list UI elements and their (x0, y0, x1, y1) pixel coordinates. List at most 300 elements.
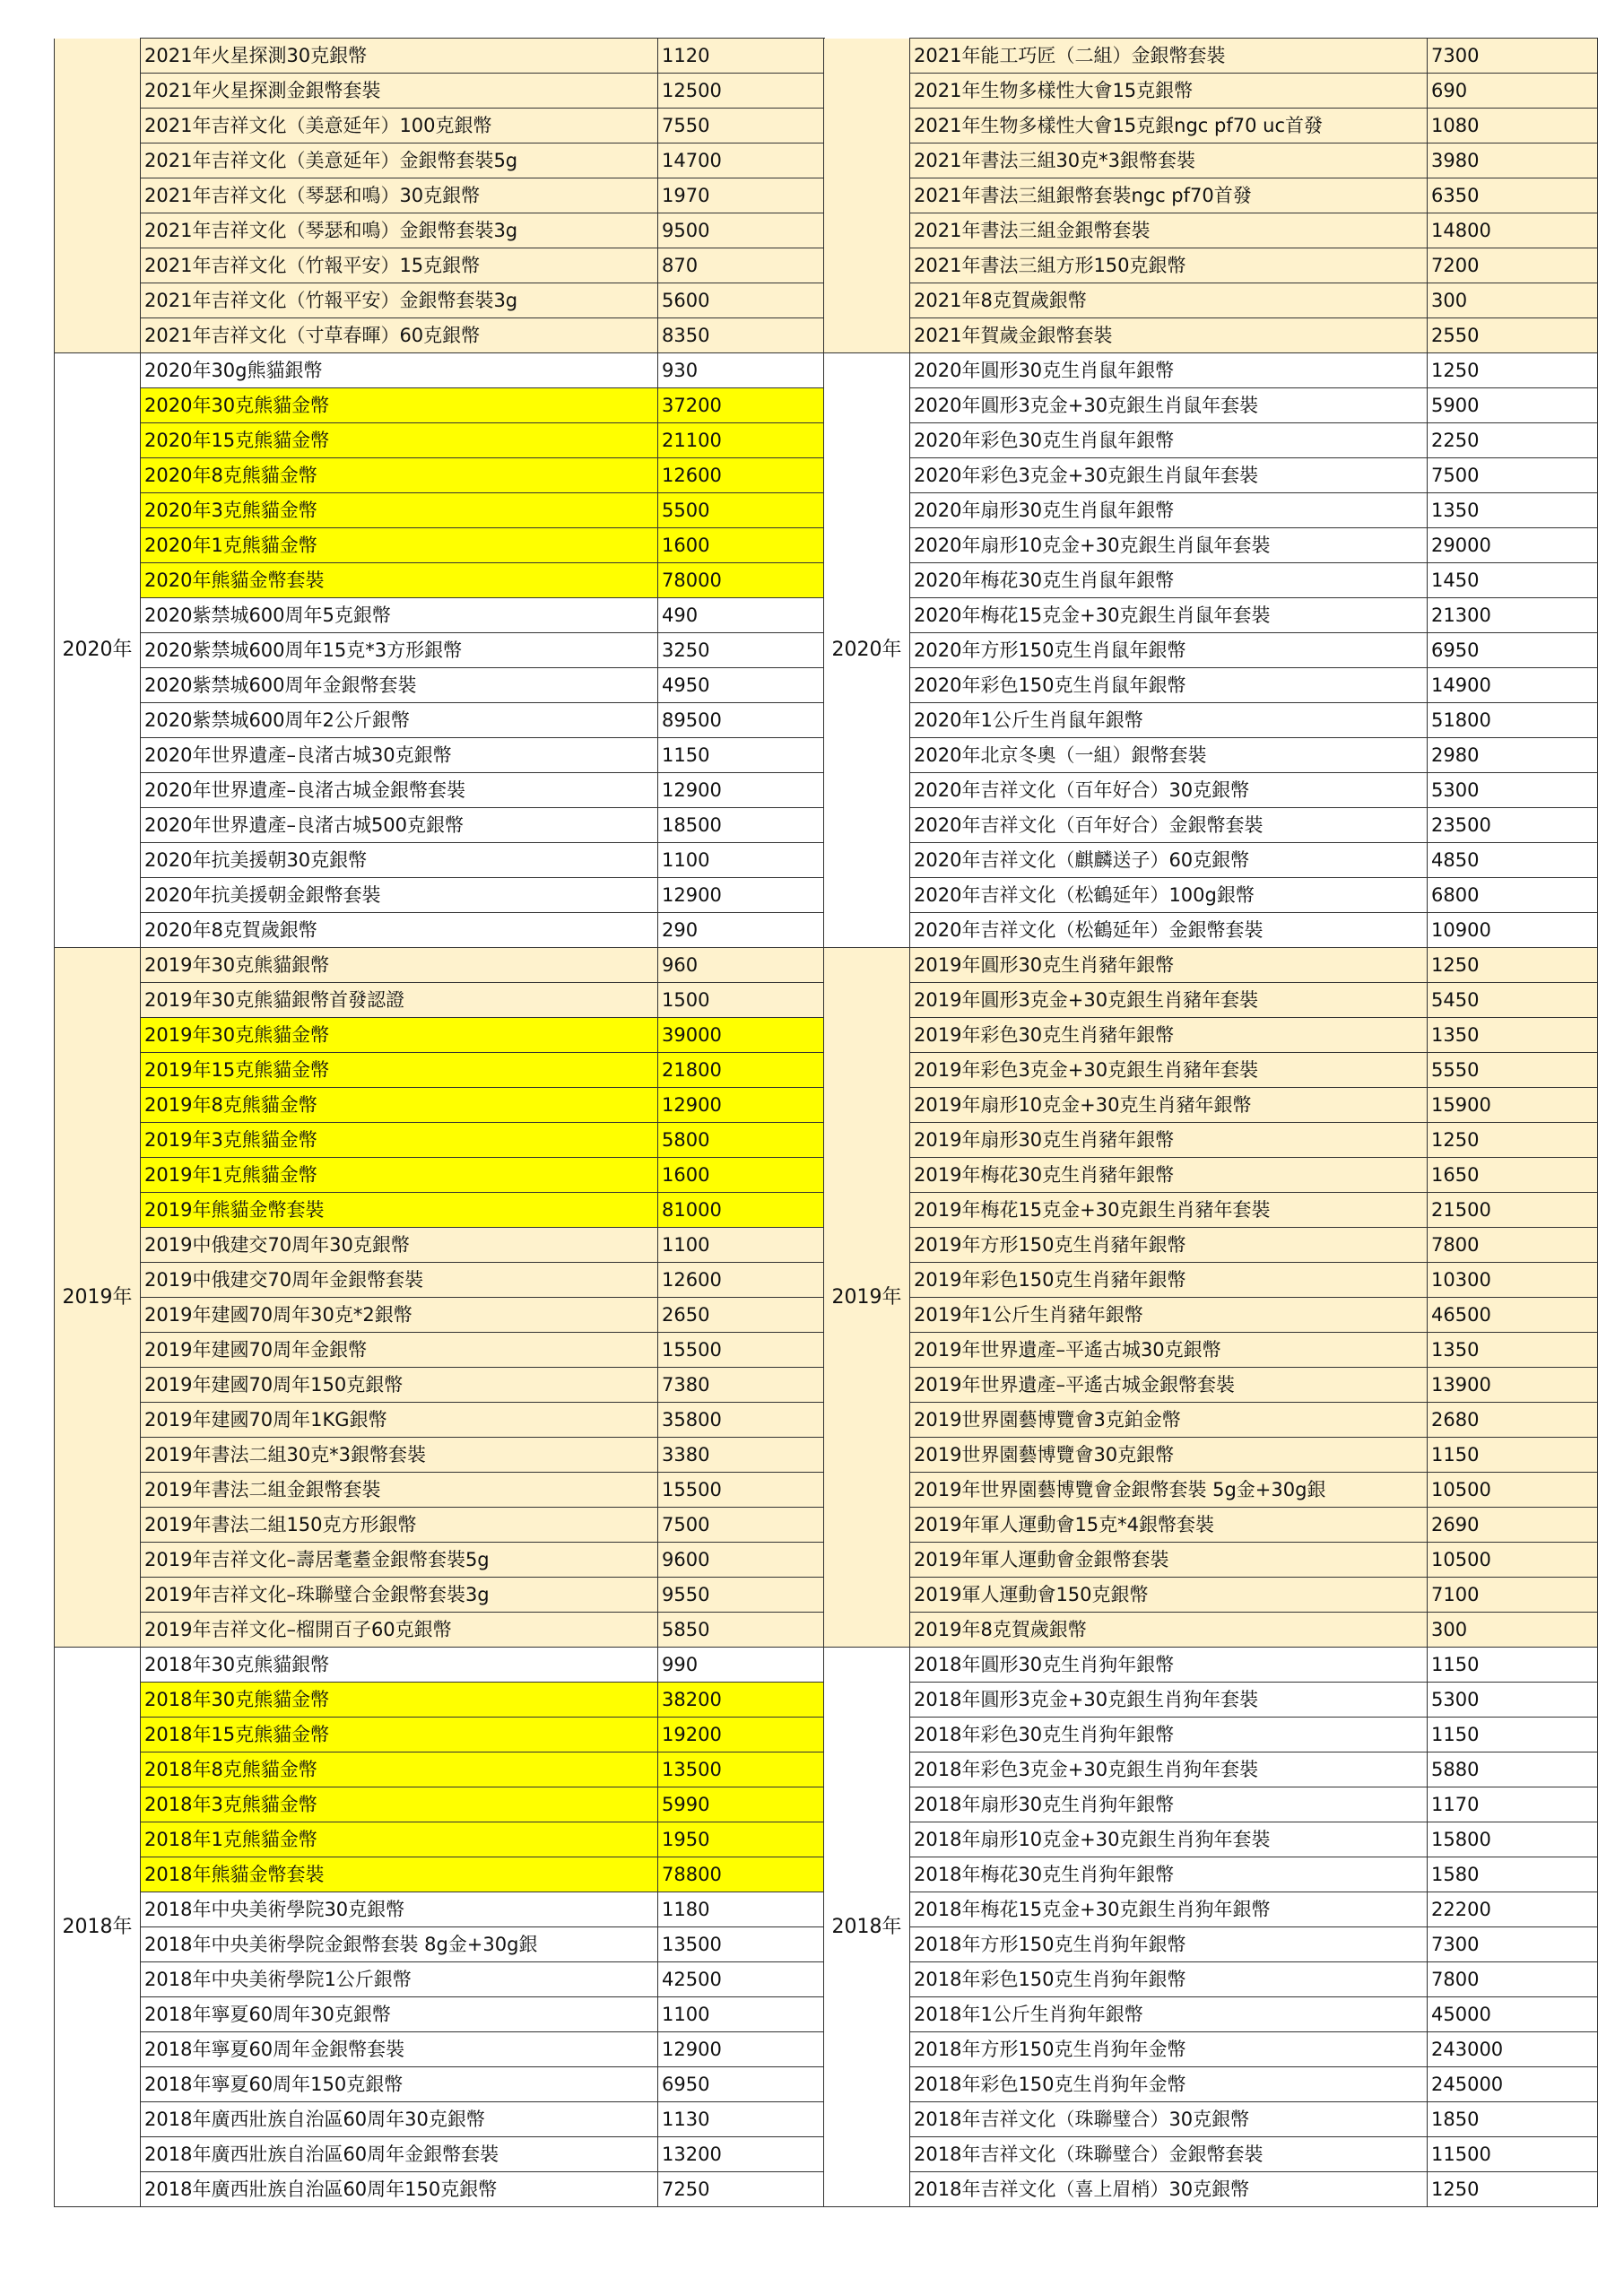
coin-price-cell: 13500 (658, 1752, 825, 1787)
coin-price-cell: 5500 (658, 493, 825, 528)
table-row (55, 1648, 825, 1683)
table-row (55, 1193, 825, 1228)
coin-price-cell: 23500 (1428, 808, 1598, 843)
coin-price-cell: 21800 (658, 1053, 825, 1088)
table-row (55, 773, 825, 808)
table-row (55, 74, 825, 109)
coin-name-cell: 2020紫禁城600周年金銀幣套裝 (141, 668, 658, 703)
coin-price-cell: 1170 (1428, 1787, 1598, 1822)
table-row (824, 144, 1598, 178)
coin-name-cell: 2020紫禁城600周年15克*3方形銀幣 (141, 633, 658, 668)
table-row (55, 1123, 825, 1158)
coin-price-cell: 870 (658, 248, 825, 283)
year-cell: 2019年 (55, 948, 141, 1648)
coin-name-cell: 2018年1公斤生肖狗年銀幣 (910, 1997, 1428, 2032)
coin-name-cell: 2020年3克熊貓金幣 (141, 493, 658, 528)
coin-price-cell: 2980 (1428, 738, 1598, 773)
coin-name-cell: 2018年梅花15克金+30克銀生肖狗年銀幣 (910, 1892, 1428, 1927)
table-row (55, 2102, 825, 2137)
table-row (824, 283, 1598, 318)
coin-name-cell: 2019年30克熊貓銀幣首發認證 (141, 983, 658, 1018)
year-cell: 2020年 (55, 353, 141, 948)
coin-name-cell: 2019世界園藝博覽會30克銀幣 (910, 1438, 1428, 1473)
coin-price-cell: 5990 (658, 1787, 825, 1822)
year-cell: 2020年 (824, 353, 910, 948)
coin-name-cell: 2019年1公斤生肖豬年銀幣 (910, 1298, 1428, 1333)
coin-name-cell: 2020年梅花15克金+30克銀生肖鼠年套裝 (910, 598, 1428, 633)
coin-price-cell: 1150 (1428, 1718, 1598, 1752)
right-table (823, 38, 1598, 2207)
coin-price-cell: 15500 (658, 1473, 825, 1508)
table-row (55, 1543, 825, 1578)
coin-name-cell: 2020年吉祥文化（百年好合）30克銀幣 (910, 773, 1428, 808)
coin-name-cell: 2020年扇形30克生肖鼠年銀幣 (910, 493, 1428, 528)
table-row (824, 353, 1598, 388)
table-row (55, 1683, 825, 1718)
coin-price-cell: 19200 (658, 1718, 825, 1752)
table-row (824, 1403, 1598, 1438)
table-row (824, 1333, 1598, 1368)
coin-price-cell: 1500 (658, 983, 825, 1018)
coin-price-cell: 12900 (658, 773, 825, 808)
coin-price-cell: 1250 (1428, 353, 1598, 388)
coin-price-cell: 78800 (658, 1857, 825, 1892)
coin-price-cell: 10300 (1428, 1263, 1598, 1298)
coin-price-cell: 7550 (658, 109, 825, 144)
table-row (824, 1018, 1598, 1053)
coin-price-cell: 15900 (1428, 1088, 1598, 1123)
table-row (55, 2137, 825, 2172)
table-row (55, 948, 825, 983)
coin-name-cell: 2019年軍人運動會金銀幣套裝 (910, 1543, 1428, 1578)
coin-name-cell: 2019年30克熊貓銀幣 (141, 948, 658, 983)
coin-name-cell: 2019年世界園藝博覽會金銀幣套裝 5g金+30g銀 (910, 1473, 1428, 1508)
table-row (824, 528, 1598, 563)
table-row (824, 563, 1598, 598)
coin-name-cell: 2018年梅花30克生肖狗年銀幣 (910, 1857, 1428, 1892)
coin-price-cell: 8350 (658, 318, 825, 353)
coin-name-cell: 2018年彩色3克金+30克銀生肖狗年套裝 (910, 1752, 1428, 1787)
coin-name-cell: 2020年熊貓金幣套裝 (141, 563, 658, 598)
coin-name-cell: 2020年彩色150克生肖鼠年銀幣 (910, 668, 1428, 703)
table-row (55, 2172, 825, 2207)
coin-name-cell: 2018年中央美術學院1公斤銀幣 (141, 1962, 658, 1997)
right-price-table (823, 38, 1598, 2207)
table-row (55, 178, 825, 213)
table-row (55, 1718, 825, 1752)
coin-price-cell: 4950 (658, 668, 825, 703)
table-row (55, 878, 825, 913)
table-row (824, 1962, 1598, 1997)
coin-name-cell: 2020年吉祥文化（松鶴延年）金銀幣套裝 (910, 913, 1428, 948)
coin-name-cell: 2019年世界遺產–平遙古城30克銀幣 (910, 1333, 1428, 1368)
coin-price-cell: 1100 (658, 1997, 825, 2032)
table-row (55, 983, 825, 1018)
coin-price-cell: 1950 (658, 1822, 825, 1857)
coin-price-cell: 14900 (1428, 668, 1598, 703)
coin-name-cell: 2020年吉祥文化（松鶴延年）100g銀幣 (910, 878, 1428, 913)
coin-price-cell: 12900 (658, 878, 825, 913)
table-row (55, 458, 825, 493)
table-row (824, 1997, 1598, 2032)
coin-price-cell: 12500 (658, 74, 825, 109)
table-row (824, 1228, 1598, 1263)
coin-name-cell: 2019年建國70周年金銀幣 (141, 1333, 658, 1368)
table-row (55, 913, 825, 948)
coin-price-cell: 2550 (1428, 318, 1598, 353)
table-row (55, 213, 825, 248)
table-row (55, 528, 825, 563)
coin-price-cell: 42500 (658, 1962, 825, 1997)
table-row (55, 563, 825, 598)
coin-name-cell: 2020年方形150克生肖鼠年銀幣 (910, 633, 1428, 668)
table-row (824, 1718, 1598, 1752)
coin-name-cell: 2018年8克熊貓金幣 (141, 1752, 658, 1787)
coin-name-cell: 2019年8克熊貓金幣 (141, 1088, 658, 1123)
coin-name-cell: 2021年吉祥文化（寸草春暉）60克銀幣 (141, 318, 658, 353)
coin-name-cell: 2019年吉祥文化–壽居耄耋金銀幣套裝5g (141, 1543, 658, 1578)
coin-price-cell: 1250 (1428, 2172, 1598, 2207)
left-price-table (54, 38, 825, 2207)
coin-price-cell: 1600 (658, 528, 825, 563)
coin-price-cell: 1100 (658, 843, 825, 878)
coin-price-cell: 490 (658, 598, 825, 633)
coin-name-cell: 2018年1克熊貓金幣 (141, 1822, 658, 1857)
coin-price-cell: 5850 (658, 1613, 825, 1648)
table-row (824, 493, 1598, 528)
coin-name-cell: 2020年抗美援朝30克銀幣 (141, 843, 658, 878)
coin-name-cell: 2019軍人運動會150克銀幣 (910, 1578, 1428, 1613)
coin-name-cell: 2019年梅花30克生肖豬年銀幣 (910, 1158, 1428, 1193)
coin-price-cell: 1130 (658, 2102, 825, 2137)
coin-price-cell: 2250 (1428, 423, 1598, 458)
coin-name-cell: 2019年書法二組金銀幣套裝 (141, 1473, 658, 1508)
coin-price-cell: 7100 (1428, 1578, 1598, 1613)
coin-price-cell: 15500 (658, 1333, 825, 1368)
coin-price-cell: 7300 (1428, 1927, 1598, 1962)
coin-name-cell: 2018年圓形3克金+30克銀生肖狗年套裝 (910, 1683, 1428, 1718)
coin-price-cell: 9600 (658, 1543, 825, 1578)
table-row (824, 2172, 1598, 2207)
coin-name-cell: 2021年吉祥文化（美意延年）100克銀幣 (141, 109, 658, 144)
coin-name-cell: 2020紫禁城600周年5克銀幣 (141, 598, 658, 633)
table-row (824, 1508, 1598, 1543)
coin-price-cell: 81000 (658, 1193, 825, 1228)
coin-price-cell: 14700 (658, 144, 825, 178)
coin-name-cell: 2020年彩色3克金+30克銀生肖鼠年套裝 (910, 458, 1428, 493)
coin-name-cell: 2021年火星探測金銀幣套裝 (141, 74, 658, 109)
table-row (55, 1228, 825, 1263)
coin-price-cell: 5450 (1428, 983, 1598, 1018)
year-cell: 2018年 (824, 1648, 910, 2207)
table-row (55, 283, 825, 318)
coin-name-cell: 2020年8克賀歲銀幣 (141, 913, 658, 948)
coin-name-cell: 2019年世界遺產–平遙古城金銀幣套裝 (910, 1368, 1428, 1403)
coin-name-cell: 2021年生物多樣性大會15克銀ngc pf70 uc首發 (910, 109, 1428, 144)
table-row (55, 1053, 825, 1088)
coin-price-cell: 11500 (1428, 2137, 1598, 2172)
coin-name-cell: 2019年熊貓金幣套裝 (141, 1193, 658, 1228)
coin-name-cell: 2019年彩色150克生肖豬年銀幣 (910, 1263, 1428, 1298)
coin-name-cell: 2020年彩色30克生肖鼠年銀幣 (910, 423, 1428, 458)
coin-name-cell: 2018年圓形30克生肖狗年銀幣 (910, 1648, 1428, 1683)
table-row (824, 843, 1598, 878)
table-row (55, 1368, 825, 1403)
table-row (824, 1683, 1598, 1718)
coin-name-cell: 2019年扇形30克生肖豬年銀幣 (910, 1123, 1428, 1158)
coin-price-cell: 39000 (658, 1018, 825, 1053)
year-cell: 2019年 (824, 948, 910, 1648)
coin-price-cell: 10500 (1428, 1543, 1598, 1578)
coin-price-cell: 2690 (1428, 1508, 1598, 1543)
table-row (55, 1787, 825, 1822)
coin-price-cell: 5880 (1428, 1752, 1598, 1787)
table-row (824, 1578, 1598, 1613)
table-row (824, 109, 1598, 144)
table-row (55, 633, 825, 668)
coin-price-cell: 89500 (658, 703, 825, 738)
coin-price-cell: 21500 (1428, 1193, 1598, 1228)
table-row (824, 1543, 1598, 1578)
year-cell (824, 39, 910, 353)
coin-price-cell: 10500 (1428, 1473, 1598, 1508)
coin-price-cell: 51800 (1428, 703, 1598, 738)
coin-price-cell: 22200 (1428, 1892, 1598, 1927)
table-row (55, 1473, 825, 1508)
coin-name-cell: 2019年方形150克生肖豬年銀幣 (910, 1228, 1428, 1263)
coin-price-cell: 10900 (1428, 913, 1598, 948)
coin-name-cell: 2018年扇形30克生肖狗年銀幣 (910, 1787, 1428, 1822)
table-row (55, 109, 825, 144)
coin-price-cell: 990 (658, 1648, 825, 1683)
coin-price-cell: 1450 (1428, 563, 1598, 598)
coin-name-cell: 2019中俄建交70周年金銀幣套裝 (141, 1263, 658, 1298)
coin-price-cell: 2650 (658, 1298, 825, 1333)
coin-name-cell: 2020年吉祥文化（麒麟送子）60克銀幣 (910, 843, 1428, 878)
table-row (824, 74, 1598, 109)
table-row (55, 1857, 825, 1892)
coin-name-cell: 2019年1克熊貓金幣 (141, 1158, 658, 1193)
coin-name-cell: 2018年吉祥文化（珠聯璧合）金銀幣套裝 (910, 2137, 1428, 2172)
coin-name-cell: 2018年彩色150克生肖狗年金幣 (910, 2067, 1428, 2102)
coin-price-cell: 1100 (658, 1228, 825, 1263)
coin-name-cell: 2018年方形150克生肖狗年金幣 (910, 2032, 1428, 2067)
table-row (55, 808, 825, 843)
table-row (824, 458, 1598, 493)
table-row (55, 1822, 825, 1857)
table-row (824, 1787, 1598, 1822)
coin-price-cell: 12600 (658, 1263, 825, 1298)
coin-name-cell: 2018年30克熊貓金幣 (141, 1683, 658, 1718)
coin-price-cell: 4850 (1428, 843, 1598, 878)
coin-name-cell: 2018年吉祥文化（珠聯璧合）30克銀幣 (910, 2102, 1428, 2137)
coin-name-cell: 2019年軍人運動會15克*4銀幣套裝 (910, 1508, 1428, 1543)
coin-price-cell: 1250 (1428, 1123, 1598, 1158)
coin-price-cell: 1180 (658, 1892, 825, 1927)
coin-name-cell: 2019中俄建交70周年30克銀幣 (141, 1228, 658, 1263)
coin-price-cell: 930 (658, 353, 825, 388)
table-row (824, 2032, 1598, 2067)
coin-name-cell: 2019年8克賀歲銀幣 (910, 1613, 1428, 1648)
coin-price-cell: 18500 (658, 808, 825, 843)
coin-name-cell: 2019年圓形3克金+30克銀生肖豬年套裝 (910, 983, 1428, 1018)
coin-name-cell: 2020年吉祥文化（百年好合）金銀幣套裝 (910, 808, 1428, 843)
coin-price-cell: 13500 (658, 1927, 825, 1962)
coin-name-cell: 2019年書法二組30克*3銀幣套裝 (141, 1438, 658, 1473)
coin-name-cell: 2019年建國70周年30克*2銀幣 (141, 1298, 658, 1333)
table-row (824, 703, 1598, 738)
coin-name-cell: 2021年吉祥文化（琴瑟和鳴）30克銀幣 (141, 178, 658, 213)
table-row (55, 1333, 825, 1368)
coin-name-cell: 2019年彩色3克金+30克銀生肖豬年套裝 (910, 1053, 1428, 1088)
table-row (55, 1158, 825, 1193)
coin-name-cell: 2019年彩色30克生肖豬年銀幣 (910, 1018, 1428, 1053)
table-row (824, 1123, 1598, 1158)
coin-price-cell: 6350 (1428, 178, 1598, 213)
coin-name-cell: 2020年北京冬奧（一組）銀幣套裝 (910, 738, 1428, 773)
coin-name-cell: 2019年吉祥文化–榴開百子60克銀幣 (141, 1613, 658, 1648)
table-row (824, 388, 1598, 423)
coin-name-cell: 2019年建國70周年150克銀幣 (141, 1368, 658, 1403)
table-row (55, 598, 825, 633)
table-row (55, 1752, 825, 1787)
year-cell (55, 39, 141, 353)
table-row (824, 878, 1598, 913)
table-row (824, 318, 1598, 353)
left-table (54, 38, 825, 2207)
coin-price-cell: 3380 (658, 1438, 825, 1473)
coin-name-cell: 2019年扇形10克金+30克生肖豬年銀幣 (910, 1088, 1428, 1123)
coin-price-cell: 7500 (1428, 458, 1598, 493)
coin-price-cell: 1650 (1428, 1158, 1598, 1193)
coin-price-cell: 5550 (1428, 1053, 1598, 1088)
coin-name-cell: 2018年方形150克生肖狗年銀幣 (910, 1927, 1428, 1962)
table-row (824, 1368, 1598, 1403)
coin-price-cell: 9550 (658, 1578, 825, 1613)
coin-price-cell: 5800 (658, 1123, 825, 1158)
table-row (55, 353, 825, 388)
coin-price-cell: 5300 (1428, 1683, 1598, 1718)
coin-name-cell: 2018年中央美術學院金銀幣套裝 8g金+30g銀 (141, 1927, 658, 1962)
coin-name-cell: 2019年建國70周年1KG銀幣 (141, 1403, 658, 1438)
coin-name-cell: 2021年生物多樣性大會15克銀幣 (910, 74, 1428, 109)
coin-name-cell: 2020年15克熊貓金幣 (141, 423, 658, 458)
coin-name-cell: 2020年世界遺產–良渚古城30克銀幣 (141, 738, 658, 773)
table-row (824, 773, 1598, 808)
table-row (55, 1018, 825, 1053)
coin-name-cell: 2021年書法三組方形150克銀幣 (910, 248, 1428, 283)
table-row (824, 983, 1598, 1018)
table-row (55, 1962, 825, 1997)
coin-price-cell: 1350 (1428, 1333, 1598, 1368)
table-row (824, 808, 1598, 843)
coin-price-cell: 1350 (1428, 1018, 1598, 1053)
table-row (824, 633, 1598, 668)
table-row (55, 1927, 825, 1962)
coin-price-cell: 690 (1428, 74, 1598, 109)
table-row (55, 703, 825, 738)
coin-price-cell: 78000 (658, 563, 825, 598)
coin-price-cell: 38200 (658, 1683, 825, 1718)
coin-name-cell: 2019世界園藝博覽會3克鉑金幣 (910, 1403, 1428, 1438)
table-row (55, 1403, 825, 1438)
coin-price-cell: 7200 (1428, 248, 1598, 283)
coin-name-cell: 2019年吉祥文化–珠聯璧合金銀幣套裝3g (141, 1578, 658, 1613)
coin-price-cell: 1150 (658, 738, 825, 773)
table-row (55, 1508, 825, 1543)
coin-price-cell: 1850 (1428, 2102, 1598, 2137)
coin-name-cell: 2020年扇形10克金+30克銀生肖鼠年套裝 (910, 528, 1428, 563)
coin-name-cell: 2018年30克熊貓銀幣 (141, 1648, 658, 1683)
coin-name-cell: 2018年熊貓金幣套裝 (141, 1857, 658, 1892)
table-row (824, 1473, 1598, 1508)
coin-name-cell: 2021年吉祥文化（竹報平安）15克銀幣 (141, 248, 658, 283)
coin-name-cell: 2021年書法三組銀幣套裝ngc pf70首發 (910, 178, 1428, 213)
table-row (824, 738, 1598, 773)
table-row (55, 493, 825, 528)
coin-price-cell: 29000 (1428, 528, 1598, 563)
table-row (824, 1158, 1598, 1193)
coin-price-cell: 46500 (1428, 1298, 1598, 1333)
coin-name-cell: 2020年30g熊貓銀幣 (141, 353, 658, 388)
coin-name-cell: 2018年中央美術學院30克銀幣 (141, 1892, 658, 1927)
table-row (824, 1822, 1598, 1857)
coin-name-cell: 2020年30克熊貓金幣 (141, 388, 658, 423)
coin-price-cell: 2680 (1428, 1403, 1598, 1438)
coin-name-cell: 2020年梅花30克生肖鼠年銀幣 (910, 563, 1428, 598)
table-row (824, 2102, 1598, 2137)
coin-name-cell: 2018年廣西壯族自治區60周年金銀幣套裝 (141, 2137, 658, 2172)
table-row (55, 1892, 825, 1927)
coin-name-cell: 2021年火星探測30克銀幣 (141, 39, 658, 74)
coin-name-cell: 2019年書法二組150克方形銀幣 (141, 1508, 658, 1543)
table-row (824, 1613, 1598, 1648)
coin-price-cell: 9500 (658, 213, 825, 248)
table-row (824, 948, 1598, 983)
table-row (55, 1088, 825, 1123)
table-row (824, 213, 1598, 248)
coin-name-cell: 2020年1公斤生肖鼠年銀幣 (910, 703, 1428, 738)
coin-name-cell: 2019年3克熊貓金幣 (141, 1123, 658, 1158)
coin-name-cell: 2018年寧夏60周年150克銀幣 (141, 2067, 658, 2102)
coin-price-cell: 6950 (658, 2067, 825, 2102)
table-row (824, 1263, 1598, 1298)
coin-name-cell: 2018年彩色150克生肖狗年銀幣 (910, 1962, 1428, 1997)
coin-name-cell: 2021年吉祥文化（竹報平安）金銀幣套裝3g (141, 283, 658, 318)
table-row (824, 598, 1598, 633)
coin-name-cell: 2020年抗美援朝金銀幣套裝 (141, 878, 658, 913)
coin-price-cell: 21300 (1428, 598, 1598, 633)
coin-name-cell: 2021年書法三組30克*3銀幣套裝 (910, 144, 1428, 178)
table-row (55, 1298, 825, 1333)
coin-price-cell: 1600 (658, 1158, 825, 1193)
coin-name-cell: 2018年廣西壯族自治區60周年30克銀幣 (141, 2102, 658, 2137)
coin-name-cell: 2018年15克熊貓金幣 (141, 1718, 658, 1752)
coin-price-cell: 1970 (658, 178, 825, 213)
coin-name-cell: 2019年15克熊貓金幣 (141, 1053, 658, 1088)
coin-price-cell: 13200 (658, 2137, 825, 2172)
coin-price-cell: 5300 (1428, 773, 1598, 808)
coin-price-cell: 1120 (658, 39, 825, 74)
table-row (55, 2032, 825, 2067)
coin-name-cell: 2021年能工巧匠（二組）金銀幣套裝 (910, 39, 1428, 74)
coin-name-cell: 2021年賀歲金銀幣套裝 (910, 318, 1428, 353)
coin-price-cell: 960 (658, 948, 825, 983)
coin-name-cell: 2019年30克熊貓金幣 (141, 1018, 658, 1053)
table-row (824, 1438, 1598, 1473)
coin-name-cell: 2020年圓形3克金+30克銀生肖鼠年套裝 (910, 388, 1428, 423)
table-row (55, 668, 825, 703)
